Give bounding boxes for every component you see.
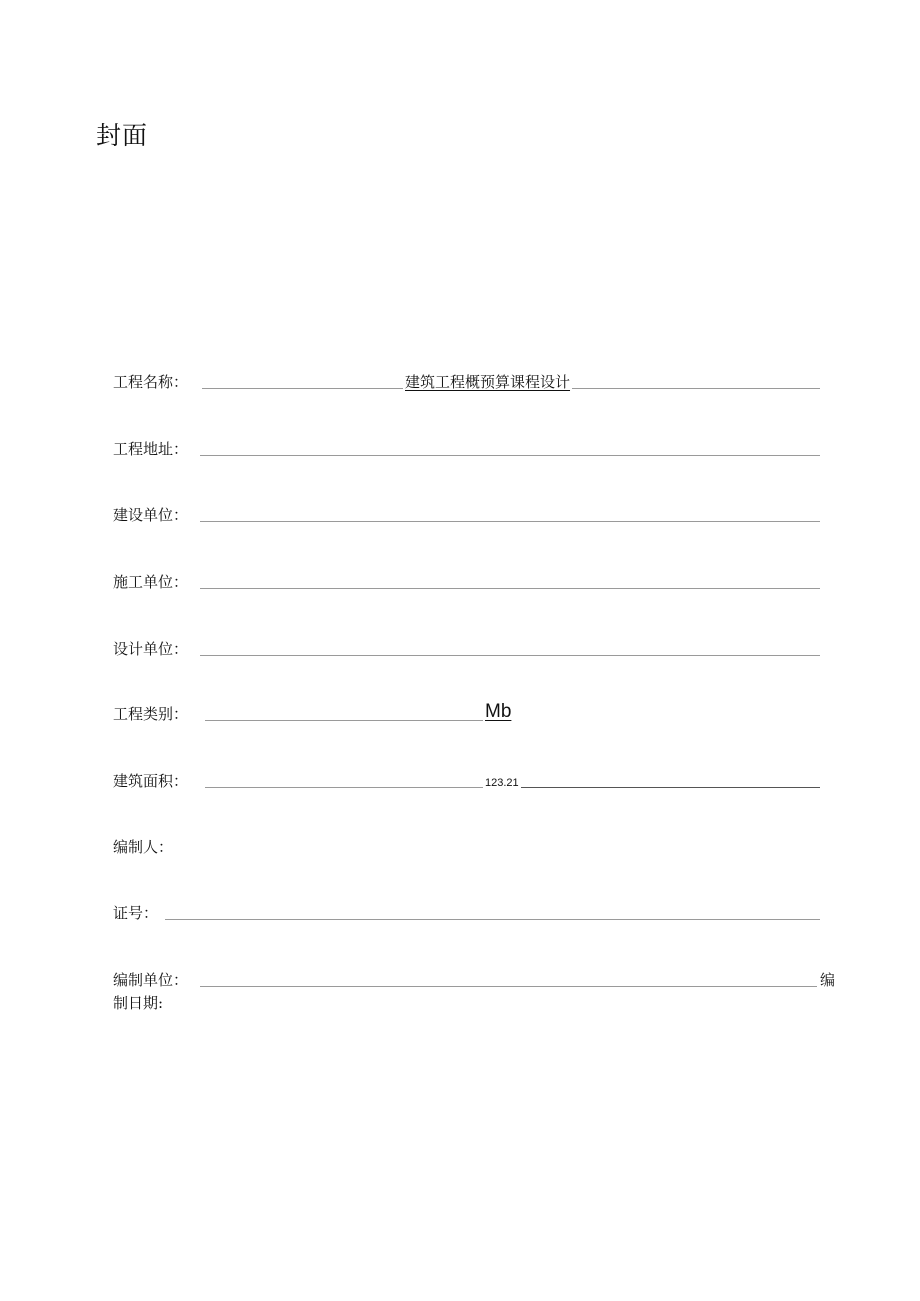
- building-area-line[interactable]: [205, 787, 485, 788]
- certificate-label: 证号：: [113, 904, 159, 922]
- compiler-label: 编制人：: [113, 838, 174, 856]
- contractor-unit-row: [113, 570, 820, 596]
- compile-date-row: [113, 991, 820, 1017]
- building-area-value-line: [485, 787, 820, 788]
- project-name-label: 工程名称：: [113, 373, 189, 391]
- compile-date-label: 制日期:: [113, 994, 164, 1012]
- project-address-label: 工程地址：: [113, 440, 189, 458]
- certificate-row: [113, 901, 820, 927]
- construction-unit-row: [113, 503, 820, 529]
- construction-unit-label: 建设单位：: [113, 506, 189, 524]
- project-category-row: [113, 702, 820, 728]
- design-unit-row: [113, 637, 820, 663]
- project-name-row: [113, 370, 820, 396]
- certificate-line[interactable]: [165, 919, 820, 920]
- compiling-unit-label: 编制单位：: [113, 971, 189, 989]
- building-area-row: [113, 769, 820, 795]
- building-area-label: 建筑面积：: [113, 772, 189, 790]
- compiling-unit-trailing-char: 编: [820, 971, 836, 989]
- construction-unit-line[interactable]: [200, 521, 820, 522]
- compiling-unit-line[interactable]: [200, 986, 817, 987]
- design-unit-line[interactable]: [200, 655, 820, 656]
- contractor-unit-line[interactable]: [200, 588, 820, 589]
- project-category-label: 工程类别：: [113, 705, 189, 723]
- project-address-line[interactable]: [200, 455, 820, 456]
- building-area-value: 123.21: [485, 777, 519, 789]
- design-unit-label: 设计单位：: [113, 640, 189, 658]
- project-name-value: 建筑工程概预算课程设计: [403, 370, 572, 394]
- project-category-value: Mb: [485, 701, 512, 722]
- contractor-unit-label: 施工单位：: [113, 573, 189, 591]
- project-address-row: [113, 437, 820, 463]
- compiler-row: [113, 835, 820, 861]
- project-category-line[interactable]: [205, 720, 485, 721]
- page-title: 封面: [96, 121, 149, 150]
